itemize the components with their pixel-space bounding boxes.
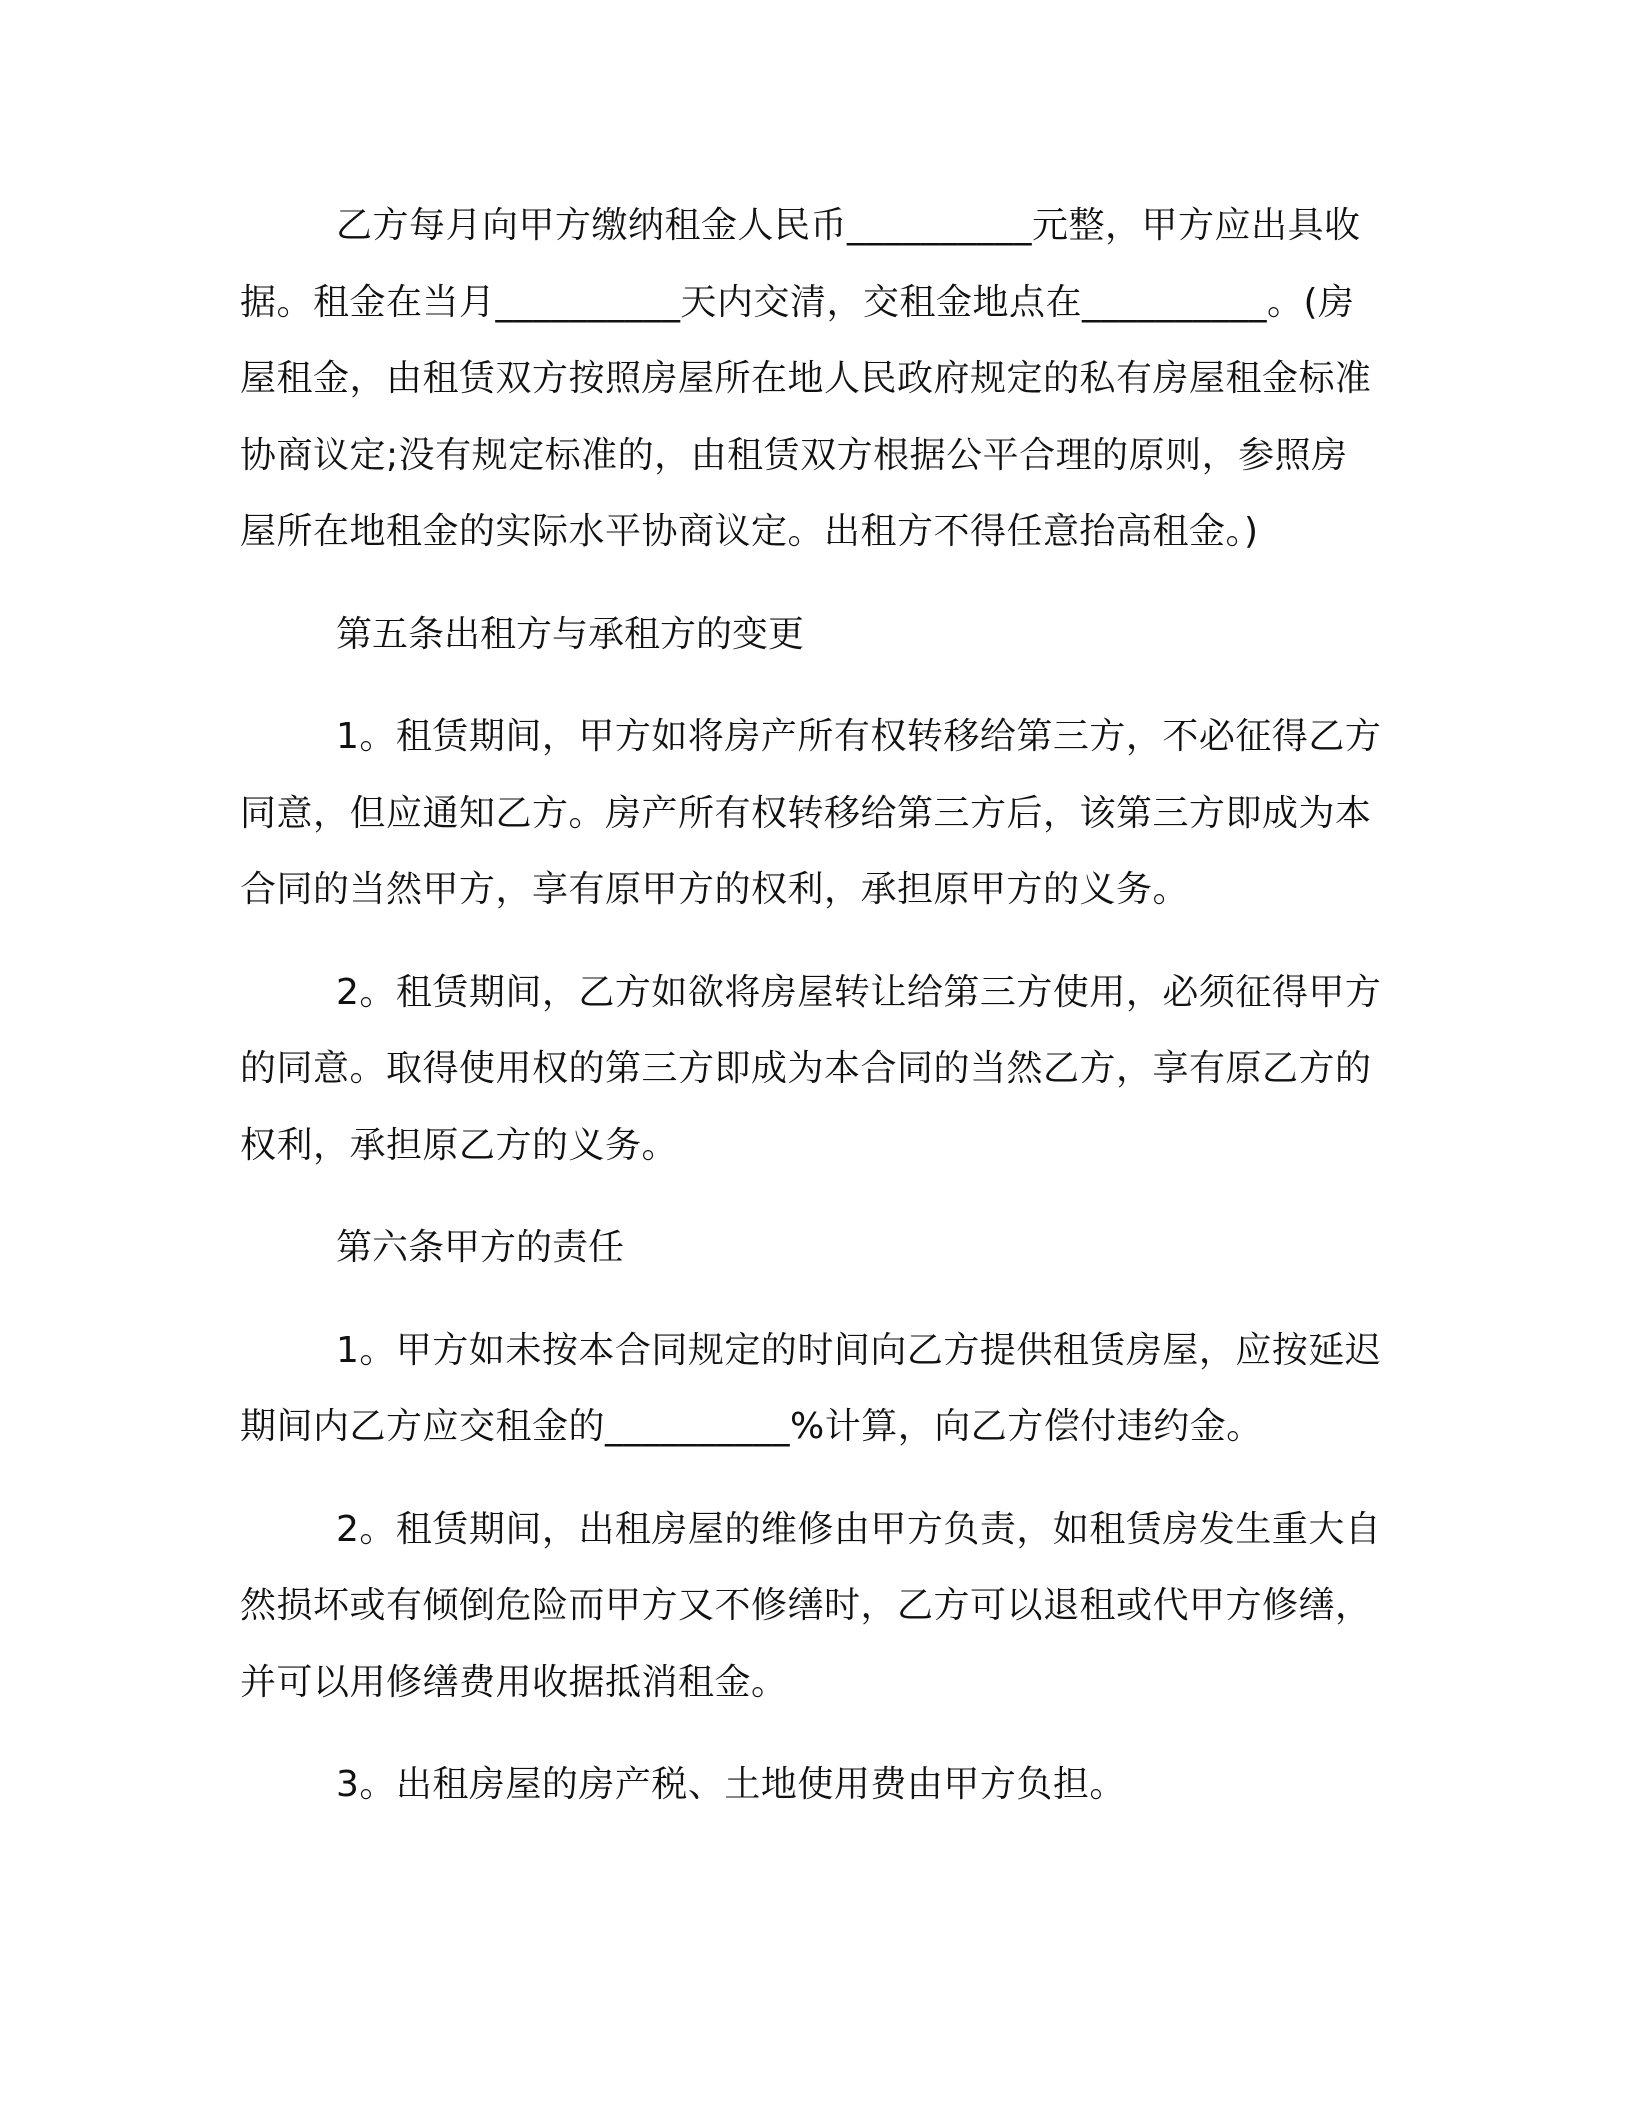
article-5-heading: 第五条出租方与承租方的变更 — [336, 613, 805, 655]
document-body — [240, 188, 1382, 1850]
article-6-heading: 第六条甲方的责任 — [336, 1227, 625, 1268]
rent-payment-paragraph: 乙方每月向甲方缴纳租金人民币__________元整，甲方应出具收据。租金在当月__________天内交清，交租金地点在__________。(房屋租金，由租赁双方按照房屋所在地人民政府规定的私有房屋租金标准协商议定;没有规定标准的，由租赁双方根据公平合理的原则，参照房屋所在地租金的实际水平协商议定。出租方不得任意抬高租金。) — [240, 205, 1372, 552]
article-5-clause-2: 2。租赁期间，乙方如欲将房屋转让给第三方使用，必须征得甲方的同意。取得使用权的第三方即成为本合同的当然乙方，享有原乙方的权利，承担原乙方的义务。 — [240, 971, 1382, 1166]
article-6-clause-3: 3。出租房屋的房产税、土地使用费由甲方负担。 — [336, 1764, 1126, 1805]
article-5-clause-1: 1。租赁期间，甲方如将房产所有权转移给第三方，不必征得乙方同意，但应通知乙方。房产所有权转移给第三方后，该第三方即成为本合同的当然甲方，享有原甲方的权利，承担原甲方的义务。 — [240, 716, 1382, 910]
article-6-clause-2: 2。租赁期间，出租房屋的维修由甲方负责，如租赁房发生重大自然损坏或有倾倒危险而甲方又不修缮时，乙方可以退租或代甲方修缮，并可以用修缮费用收据抵消租金。 — [240, 1508, 1382, 1703]
article-6-clause-1: 1。甲方如未按本合同规定的时间向乙方提供租赁房屋，应按延迟期间内乙方应交租金的__________%计算，向乙方偿付违约金。 — [240, 1329, 1382, 1447]
